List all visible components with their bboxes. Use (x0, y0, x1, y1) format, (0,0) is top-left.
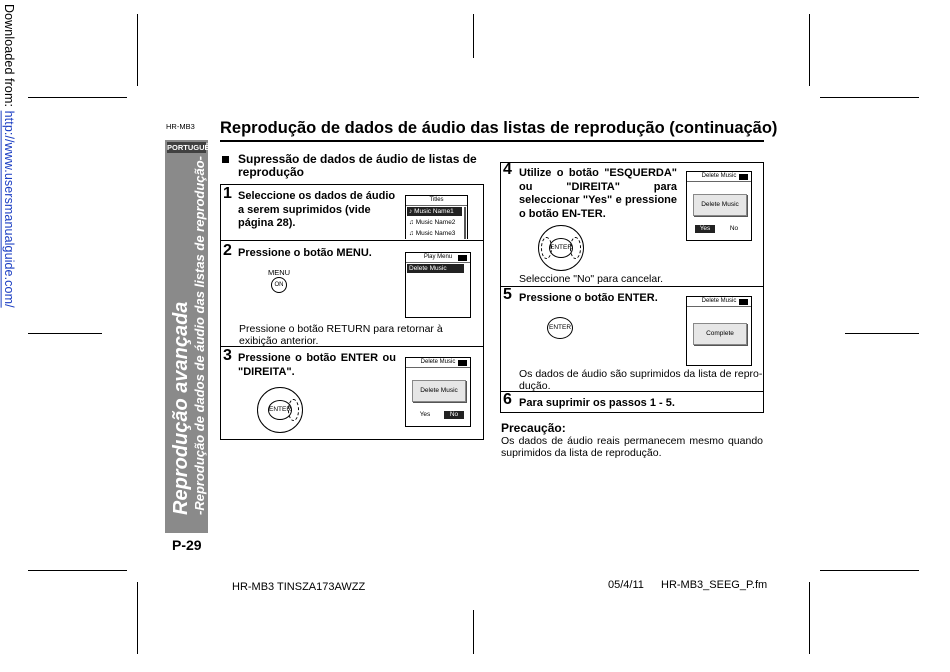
yes-option: Yes (695, 225, 715, 233)
crop-mark (137, 582, 138, 654)
model-label: HR-MB3 (166, 122, 195, 131)
crop-mark (137, 14, 138, 86)
caution-title: Precaução: (501, 421, 566, 435)
step-text: Utilize o botão "ESQUERDA" ou "DIREITA" para seleccionar "Yes" e pressione o botão EN-TER. (519, 167, 677, 220)
right-highlight (288, 399, 299, 421)
crop-mark (28, 97, 127, 98)
step-text: Seleccione os dados de áudio a serem suprimidos (vide página 28). (238, 190, 396, 229)
download-source (2, 4, 16, 308)
crop-mark (809, 14, 810, 86)
battery-icon (739, 174, 748, 180)
side-title: Reprodução avançada (170, 301, 192, 515)
right-highlight (570, 237, 581, 259)
step-number: 6 (503, 391, 512, 408)
divider (220, 240, 484, 241)
crop-mark (28, 333, 102, 334)
dialog-box: Delete Music (412, 380, 466, 402)
title-rule (220, 140, 764, 142)
caution-text: Os dados de áudio reais permanecem mesmo quando suprimidos da lista de reprodução. (501, 435, 763, 459)
download-prefix: Downloaded from: (2, 4, 16, 111)
battery-icon (458, 360, 467, 366)
footer-model: HR-MB3 TINSZA173AWZZ (232, 581, 366, 593)
menu-button: ON (271, 277, 287, 293)
no-option: No (444, 411, 464, 419)
titles-screen (405, 195, 468, 239)
language-tab: PORTUGUÊS (167, 143, 215, 152)
crop-mark (28, 570, 127, 571)
enter-button: ENTER (549, 238, 573, 258)
dialog-box: Delete Music (693, 194, 747, 216)
dialog-box: Complete (693, 323, 747, 345)
step4-note: Seleccione "No" para cancelar. (519, 273, 664, 285)
download-link[interactable]: http://www.usersmanualguide.com/ (2, 110, 16, 308)
screen-title: Delete Music (687, 172, 751, 182)
list-item: ♪ Music Name1 (407, 207, 462, 216)
divider (500, 286, 764, 287)
battery-icon (458, 255, 467, 261)
list-item: ♫ Music Name2 (409, 219, 456, 226)
page-title: Reprodução de dados de áudio das listas de reprodução (continuação) (220, 119, 778, 137)
menu-button-label: MENU (268, 268, 291, 277)
delete-music-yes-screen (686, 171, 752, 241)
play-menu-screen (405, 252, 471, 318)
step-number: 4 (503, 161, 512, 178)
enter-button: ENTER (547, 317, 573, 339)
step-number: 1 (223, 185, 232, 202)
step-text: Pressione o botão ENTER. (519, 292, 658, 304)
step-text: Para suprimir os passos 1 - 5. (519, 397, 675, 409)
delete-music-screen (405, 357, 471, 427)
side-subtitle: -Reprodução de dados de áudio das listas de reprodução- (192, 155, 207, 515)
dpad-icon (257, 387, 303, 433)
crop-mark (809, 582, 810, 654)
scrollbar (464, 207, 466, 239)
section-header: Supressão de dados de áudio de listas de reprodução (238, 152, 477, 179)
menu-item-delete-music: Delete Music (407, 264, 464, 273)
step-text: Pressione o botão ENTER ou "DIREITA". (238, 352, 396, 378)
step-text: Pressione o botão MENU. (238, 247, 372, 259)
step5-note: Os dados de áudio são suprimidos da lista de repro-dução. (519, 368, 763, 392)
enter-button: ENTER (268, 400, 292, 420)
crop-mark (845, 333, 919, 334)
step-number: 2 (223, 242, 232, 259)
list-item: ♫ Music Name3 (409, 230, 456, 237)
footer-file: HR-MB3_SEEG_P.fm (661, 579, 768, 591)
screen-title: Delete Music (406, 358, 470, 368)
crop-mark (473, 14, 474, 58)
step2-note: Pressione o botão RETURN para retornar à exibição anterior. (239, 323, 443, 347)
dpad-icon (538, 225, 584, 271)
crop-mark (473, 610, 474, 654)
step-number: 3 (223, 347, 232, 364)
battery-icon (739, 299, 748, 305)
footer-date: 05/4/11 (608, 579, 644, 591)
step-number: 5 (503, 286, 512, 303)
crop-mark (820, 97, 919, 98)
screen-title: Delete Music (687, 297, 751, 307)
section-bullet (222, 156, 229, 163)
complete-screen (686, 296, 752, 366)
left-highlight (541, 237, 552, 259)
page-number: P-29 (172, 537, 202, 553)
screen-title: Titles (406, 196, 467, 206)
no-option: No (729, 225, 739, 232)
yes-option: Yes (419, 411, 431, 418)
screen-title: Play Menu (406, 253, 470, 263)
crop-mark (820, 570, 919, 571)
